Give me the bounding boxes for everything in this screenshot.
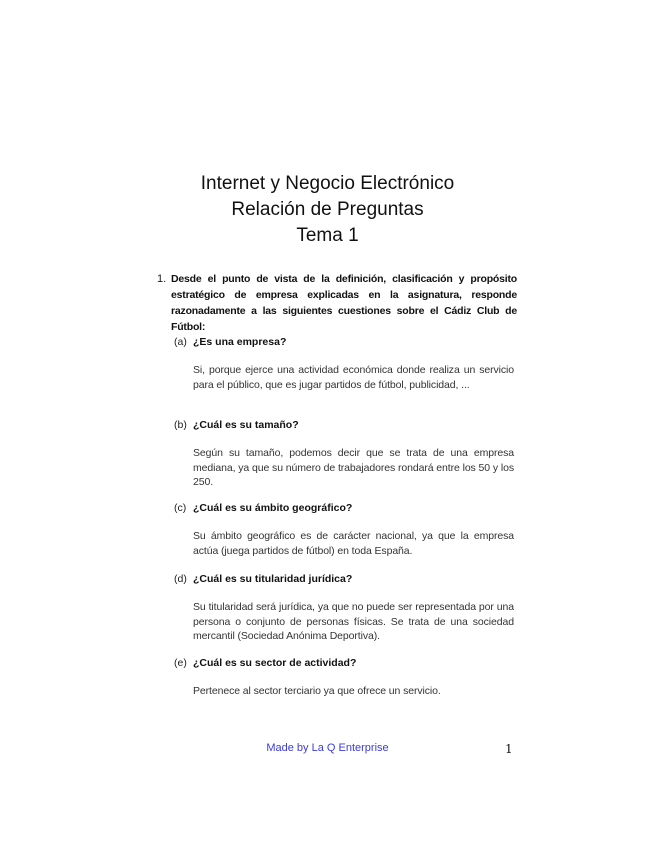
title-block xyxy=(0,171,655,249)
page-number: 1 xyxy=(505,742,513,756)
subquestion-e xyxy=(174,655,514,699)
document-subtitle: Relación de Preguntas xyxy=(231,199,424,220)
question-text: Desde el punto de vista de la definición, clasificación y propósito estratégico de empresa explicadas en la asignatura, responde razonadamente a las siguientes cuestiones sobre el Cádiz Club de Fútbol: xyxy=(171,273,517,333)
subquestion-answer: Si, porque ejerce una actividad económica donde realiza un servicio para el público, que es jugar partidos de fútbol, publicidad, ... xyxy=(193,364,514,391)
question-number: 1. xyxy=(157,273,167,285)
subquestion-text: ¿Cuál es su sector de actividad? xyxy=(193,657,357,669)
subquestion-a xyxy=(174,334,514,392)
question-item xyxy=(157,271,517,335)
subquestion-d xyxy=(174,571,514,644)
subquestion-text: ¿Es una empresa? xyxy=(193,336,287,348)
subquestion-answer: Pertenece al sector terciario ya que ofrece un servicio. xyxy=(193,685,441,697)
subquestion-answer: Su titularidad será jurídica, ya que no puede ser representada por una persona o conjunto de personas físicas. Se trata de una sociedad mercantil (Sociedad Anónima Deportiva). xyxy=(193,601,514,642)
subquestion-b xyxy=(174,417,514,490)
subquestion-label: (a) xyxy=(174,336,187,348)
subquestion-text: ¿Cuál es su ámbito geográfico? xyxy=(193,502,353,514)
subquestion-text: ¿Cuál es su titularidad jurídica? xyxy=(193,573,353,585)
subquestion-label: (d) xyxy=(174,573,187,585)
course-title: Internet y Negocio Electrónico xyxy=(200,173,455,194)
subquestion-label: (e) xyxy=(174,657,187,669)
footer-credit: Made by La Q Enterprise xyxy=(266,742,389,754)
subquestion-answer: Según su tamaño, podemos decir que se trata de una empresa mediana, ya que su número de trabajadores rondará entre los 50 y los 250. xyxy=(193,447,514,488)
subquestion-answer: Su ámbito geográfico es de carácter nacional, ya que la empresa actúa (juega partidos de fútbol) en toda España. xyxy=(193,530,514,557)
subquestion-label: (c) xyxy=(174,502,187,514)
subquestion-label: (b) xyxy=(174,419,187,431)
topic-title: Tema 1 xyxy=(296,225,359,246)
subquestion-text: ¿Cuál es su tamaño? xyxy=(193,419,299,431)
subquestion-c xyxy=(174,500,514,558)
